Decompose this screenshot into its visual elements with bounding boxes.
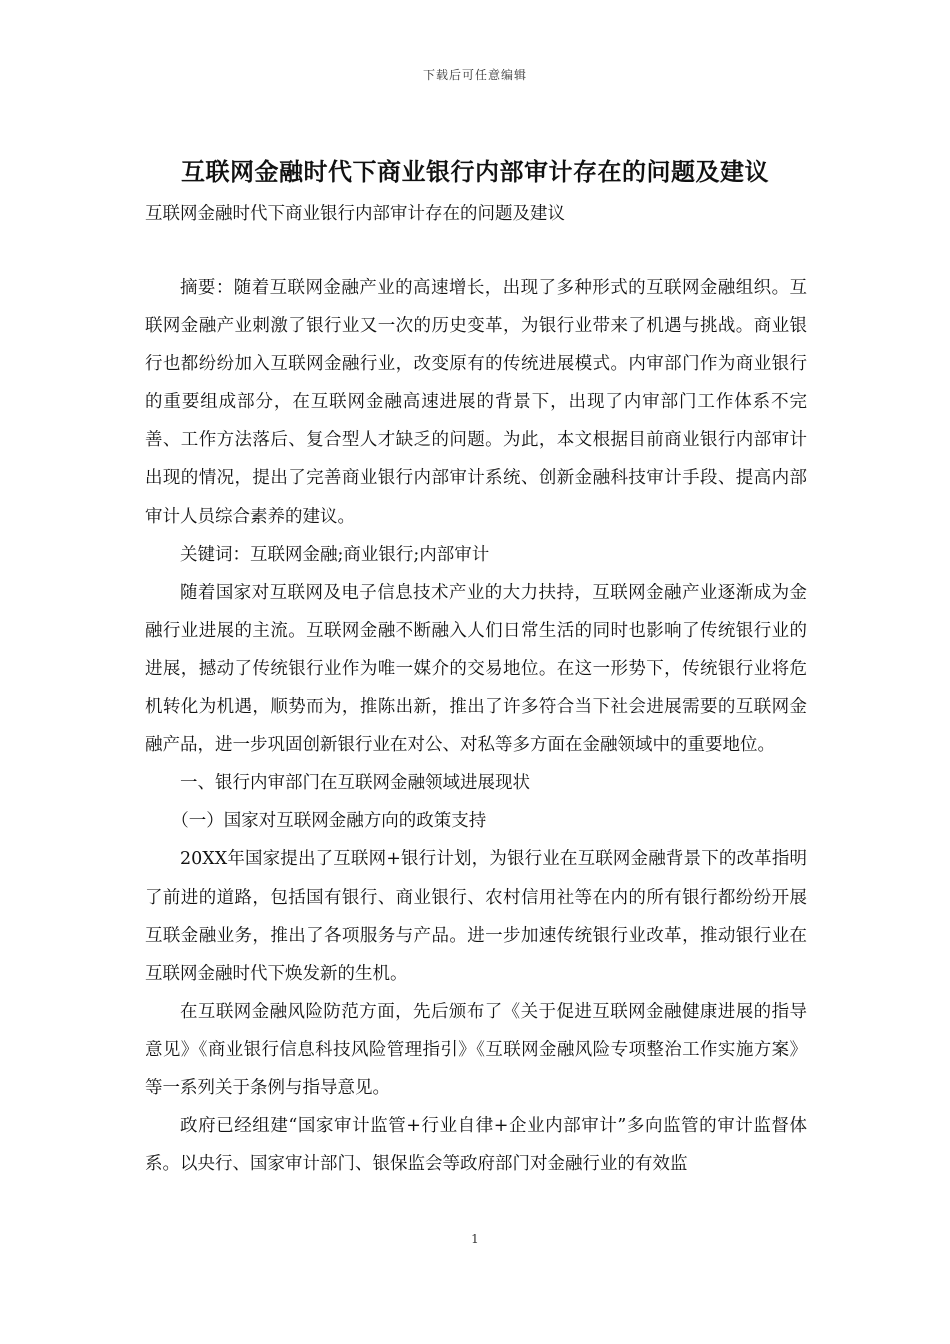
document-body [145,269,807,1183]
document-subtitle: 互联网金融时代下商业银行内部审计存在的问题及建议 [145,204,565,224]
body-paragraph: 政府已经组建“国家审计监管+行业自律+企业内部审计”多向监管的审计监督体系。以央行、国家审计部门、银保监会等政府部门对金融行业的有效监 [145,1116,807,1175]
document-title: 互联网金融时代下商业银行内部审计存在的问题及建议 [181,157,769,186]
body-paragraph: 在互联网金融风险防范方面，先后颁布了《关于促进互联网金融健康进展的指导意见》《商业银行信息科技风险管理指引》《互联网金融风险专项整治工作实施方案》等一系列关于条例与指导意见。 [145,1001,807,1098]
section-heading: 一、银行内审部门在互联网金融领域进展现状 [180,773,530,794]
subsection-heading: （一）国家对互联网金融方向的政策支持 [171,811,487,832]
page-number: 1 [471,1232,479,1246]
abstract-paragraph: 摘要：随着互联网金融产业的高速增长，出现了多种形式的互联网金融组织。互联网金融产业刺激了银行业又一次的历史变革，为银行业带来了机遇与挑战。商业银行也都纷纷加入互联网金融行业，改变原有的传统进展模式。内审部门作为商业银行的重要组成部分，在互联网金融高速进展的背景下，出现了内审部门工作体系不完善、工作方法落后、复合型人才缺乏的问题。为此，本文根据目前商业银行内部审计出现的情况，提出了完善商业银行内部审计系统、创新金融科技审计手段、提高内部审计人员综合素养的建议。 [145,278,807,527]
header-note: 下载后可任意编辑 [422,68,527,82]
keywords-paragraph: 关键词：互联网金融;商业银行;内部审计 [180,544,490,565]
intro-paragraph: 随着国家对互联网及电子信息技术产业的大力扶持，互联网金融产业逐渐成为金融行业进展的主流。互联网金融不断融入人们日常生活的同时也影响了传统银行业的进展，撼动了传统银行业作为唯一媒介的交易地位。在这一形势下，传统银行业将危机转化为机遇，顺势而为，推陈出新，推出了许多符合当下社会进展需要的互联网金融产品，进一步巩固创新银行业在对公、对私等多方面在金融领域中的重要地位。 [145,582,807,756]
body-paragraph: 20XX年国家提出了互联网+银行计划，为银行业在互联网金融背景下的改革指明了前进的道路，包括国有银行、商业银行、农村信用社等在内的所有银行都纷纷开展互联金融业务，推出了各项服务与产品。进一步加速传统银行业改革，推动银行业在互联网金融时代下焕发新的生机。 [145,849,807,984]
